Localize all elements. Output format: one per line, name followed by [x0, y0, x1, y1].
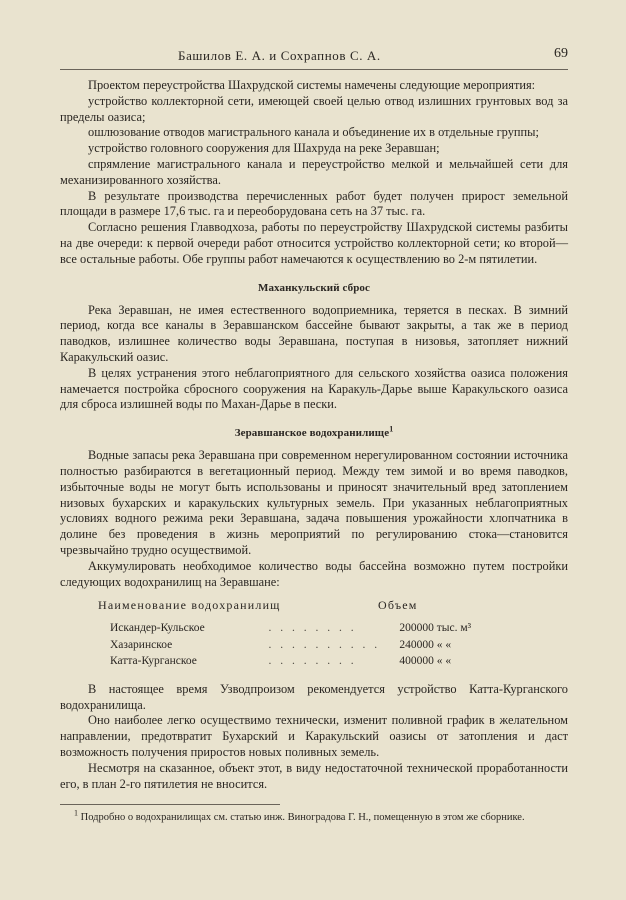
footnote-rule	[60, 804, 280, 805]
list-item: устройство коллекторной сети, имеющей своей целью отвод излишних грунтовых вод за пределы оазиса;	[60, 93, 568, 124]
list-item: устройство головного сооружения для Шахруда на реке Зеравшан;	[88, 141, 440, 156]
reservoir-name: Катта-Курганское	[110, 655, 197, 668]
paragraph: Река Зеравшан, не имея естественного водоприемника, теряется в песках. В зимний период, когда все каналы в Зеравшанском бассейне бывают закрыты, а так же в период паводков, излишнее количество воды Зеравшана, поступая в низовья, затопляет нижний Каракульский оазис.	[60, 302, 568, 364]
header-rule	[60, 69, 568, 70]
section-heading	[60, 424, 568, 440]
page-number: 69	[554, 46, 568, 61]
page-body	[60, 78, 568, 824]
table-row	[98, 653, 538, 670]
reservoir-volume: 400000 « «	[399, 655, 452, 668]
column-header-name: Наименование водохранилищ	[98, 598, 281, 613]
leader-dots: . . . . . . . . . .	[268, 638, 381, 651]
page-header	[60, 45, 568, 65]
column-header-volume: Объем	[378, 598, 418, 613]
paragraph: Водные запасы река Зеравшана при современном нерегулированном состоянии источника полностью разбираются в вегетационный период. Между тем зимой и во время паводков, избыточные воды не могут быть использованы и приносят значительный вред затоплением низовых бухарских и каракульских культурных земель. При указанных неблагоприятных условиях водного режима реки Зеравшана, задача повышения урожайности хлопчатника в долине без проведения в жизнь мероприятий по регулированию стока—становится чрезвычайно трудно осуществимой.	[60, 448, 568, 557]
table-row	[98, 637, 538, 654]
list-item: спрямление магистрального канала и переустройство мелкой и мельчайшей сети для механизированного хозяйства.	[60, 156, 568, 187]
paragraph: В целях устранения этого неблагоприятного для сельского хозяйства оазиса положения намечается постройка сбросного сооружения на Каракуль-Дарье выше Каракульского оазиса для сброса излишней воды по Махан-Дарье в пески.	[60, 365, 568, 412]
paragraph: В результате производства перечисленных работ будет получен прирост земельной площади в размере 17,6 тыс. га и переоборудована сеть на 37 тыс. га.	[60, 188, 568, 219]
reservoir-volume: 240000 « «	[399, 638, 452, 651]
list-item: ошлюзование отводов магистрального канала и объединение их в отдельные группы;	[88, 125, 539, 140]
reservoir-name: Хазаринское	[110, 638, 173, 651]
leader-dots: . . . . . . . .	[268, 655, 357, 668]
reservoir-name: Искандер-Кульское	[110, 622, 205, 635]
table-header	[98, 598, 538, 613]
footnote-text: Подробно о водохранилищах см. статью инж. Виноградова Г. Н., помещенную в этом же сборнике.	[80, 812, 525, 824]
reservoir-volume: 200000 тыс. м³	[399, 622, 472, 635]
paragraph: В настоящее время Узводпроизом рекомендуется устройство Катта-Курганского водохранилища.	[60, 681, 568, 712]
footnote-ref[interactable]: 1	[389, 424, 394, 434]
table-row	[98, 620, 538, 637]
section-heading: Маханкульский сброс	[257, 281, 371, 294]
reservoir-table	[98, 598, 538, 670]
footnote-mark: 1	[74, 808, 78, 818]
section-heading-text: Зеравшанское водохранилище	[234, 427, 390, 440]
leader-dots: . . . . . . . .	[268, 622, 357, 635]
paragraph: Несмотря на сказанное, объект этот, в виду недостаточной технической проработанности его, в план 2-го пятилетия не вносится.	[60, 760, 568, 791]
footnote	[60, 808, 568, 824]
paragraph: Согласно решения Главводхоза, работы по переустройству Шахрудской системы разбиты на две очереди: к первой очереди работ относится устройство коллекторной сети; ко второй—все остальные работы. Обе группы работ намечаются к осуществлению во 2-м пятилетии.	[60, 220, 568, 266]
paragraph: Аккумулировать необходимое количество воды бассейна возможно путем постройки следующих водохранилищ на Зеравшане:	[60, 558, 568, 589]
running-title: Башилов Е. А. и Сохрапнов С. А.	[178, 48, 381, 63]
paragraph: Проектом переустройства Шахрудской системы намечены следующие мероприятия:	[88, 78, 536, 92]
paragraph: Оно наиболее легко осуществимо технически, изменит поливной график в желательном направлении, предотвратит Бухарский и Каракульский оазисы от затопления и даст возможность получения приростов новых поливных земель.	[60, 713, 568, 759]
